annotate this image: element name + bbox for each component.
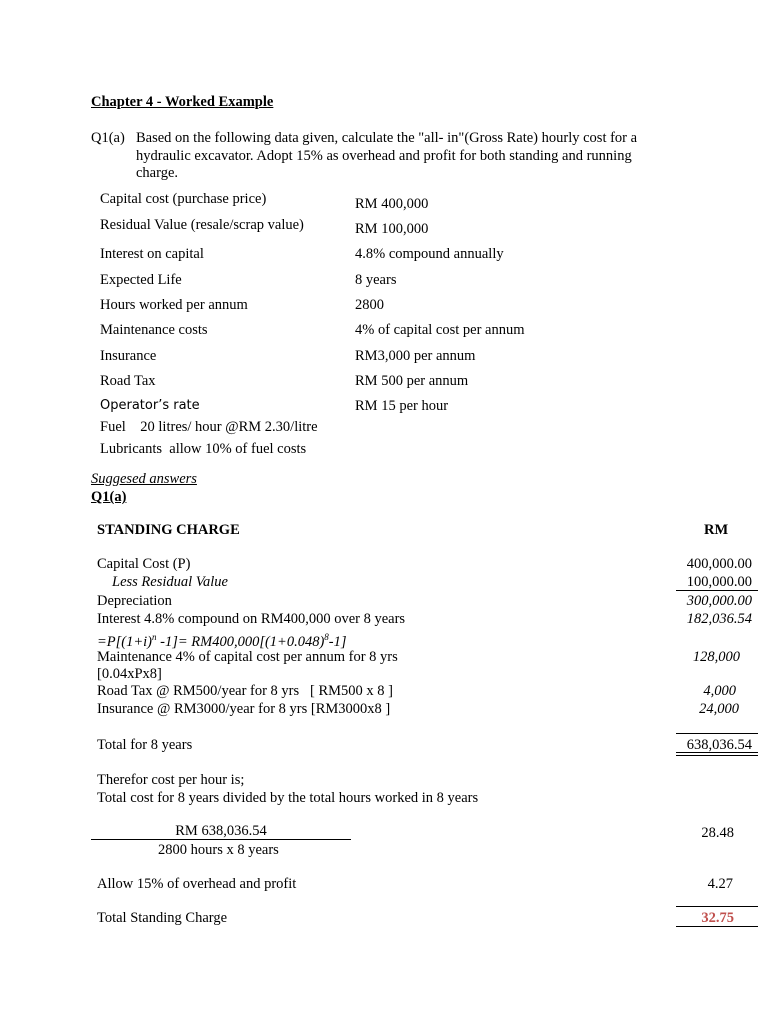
given-label: Capital cost (purchase price) — [100, 191, 267, 207]
maintenance-label: Maintenance 4% of capital cost per annum for 8 yrs — [97, 649, 398, 665]
given-value: 8 years — [355, 272, 397, 288]
interest-value: 182,036.54 — [686, 611, 752, 627]
fraction-numerator: RM 638,036.54 — [175, 823, 267, 839]
given-value: RM 500 per annum — [355, 373, 469, 389]
total-8-years-value: 638,036.54 — [686, 737, 752, 753]
total-standing-value: 32.75 — [701, 910, 734, 926]
overhead-value: 4.27 — [707, 876, 733, 892]
given-label: Maintenance costs — [100, 322, 208, 338]
capital-cost-value: 400,000.00 — [686, 556, 752, 572]
therefore-text: Therefor cost per hour is; — [97, 772, 245, 788]
total-divided-text: Total cost for 8 years divided by the total hours worked in 8 years — [97, 790, 479, 806]
given-value: 2800 — [355, 297, 384, 313]
fraction-bar — [91, 839, 351, 840]
road-tax-label: Road Tax @ RM500/year for 8 yrs [ RM500 x 8 ] — [97, 683, 393, 699]
currency-heading: RM — [704, 522, 729, 538]
cost-per-hour-value: 28.48 — [701, 825, 734, 841]
road-tax-value: 4,000 — [703, 683, 736, 699]
depreciation-label: Depreciation — [97, 593, 172, 609]
given-value: RM 400,000 — [355, 196, 429, 212]
given-value: 4% of capital cost per annum — [355, 322, 525, 338]
total-standing-label: Total Standing Charge — [97, 910, 228, 926]
given-value: RM 15 per hour — [355, 398, 449, 414]
depreciation-value: 300,000.00 — [686, 593, 752, 609]
interest-formula: $=P[(1+i)^n$ $-1]= RM400,000[(1+0.048)^8-1]$ — [97, 632, 347, 650]
section-title: STANDING CHARGE — [97, 522, 240, 538]
given-label: Interest on capital — [100, 246, 204, 262]
interest-label: Interest 4.8% compound on RM400,000 over 8 years — [97, 611, 406, 627]
maintenance-value: 128,000 — [692, 649, 740, 665]
total-8-years-label: Total for 8 years — [97, 737, 193, 753]
answers-heading: Suggesed answers — [91, 471, 197, 487]
given-value: 4.8% compound annually — [355, 246, 504, 262]
given-label: Expected Life — [100, 272, 182, 288]
chapter-title: Chapter 4 - Worked Example — [91, 94, 274, 110]
given-label: Residual Value (resale/scrap value) — [100, 217, 304, 233]
grand-total-underline — [676, 926, 758, 927]
question-line-2: hydraulic excavator. Adopt 15% as overhead and profit for both standing and running — [136, 148, 632, 164]
question-line-3: charge. — [136, 165, 178, 181]
given-label: Hours worked per annum — [100, 297, 248, 313]
given-value: RM3,000 per annum — [355, 348, 476, 364]
overhead-label: Allow 15% of overhead and profit — [97, 876, 297, 892]
maintenance-formula: [0.04xPx8] — [97, 666, 162, 682]
insurance-label: Insurance @ RM3000/year for 8 yrs [RM3000x8 ] — [97, 701, 391, 717]
total-top-line — [676, 733, 758, 734]
question-label: Q1(a) — [91, 130, 125, 146]
given-label: Lubricants allow 10% of fuel costs — [100, 441, 307, 457]
given-label: Road Tax — [100, 373, 156, 389]
capital-cost-label: Capital Cost (P) — [97, 556, 191, 572]
given-label: Fuel 20 litres/ hour @RM 2.30/litre — [100, 419, 318, 435]
residual-value: 100,000.00 — [686, 574, 752, 590]
given-value: RM 100,000 — [355, 221, 429, 237]
total-double-underline — [676, 752, 758, 756]
residual-label: Less Residual Value — [112, 574, 228, 590]
insurance-value: 24,000 — [699, 701, 739, 717]
subtotal-line — [676, 590, 758, 591]
question-line-1: Based on the following data given, calculate the "all- in"(Gross Rate) hourly cost for a — [136, 130, 638, 146]
fraction-denominator: 2800 hours x 8 years — [158, 842, 279, 858]
given-label: Insurance — [100, 348, 157, 364]
answers-subheading: Q1(a) — [91, 489, 127, 505]
given-label: Operator’s rate — [100, 398, 200, 413]
grand-total-top-line — [676, 906, 758, 907]
